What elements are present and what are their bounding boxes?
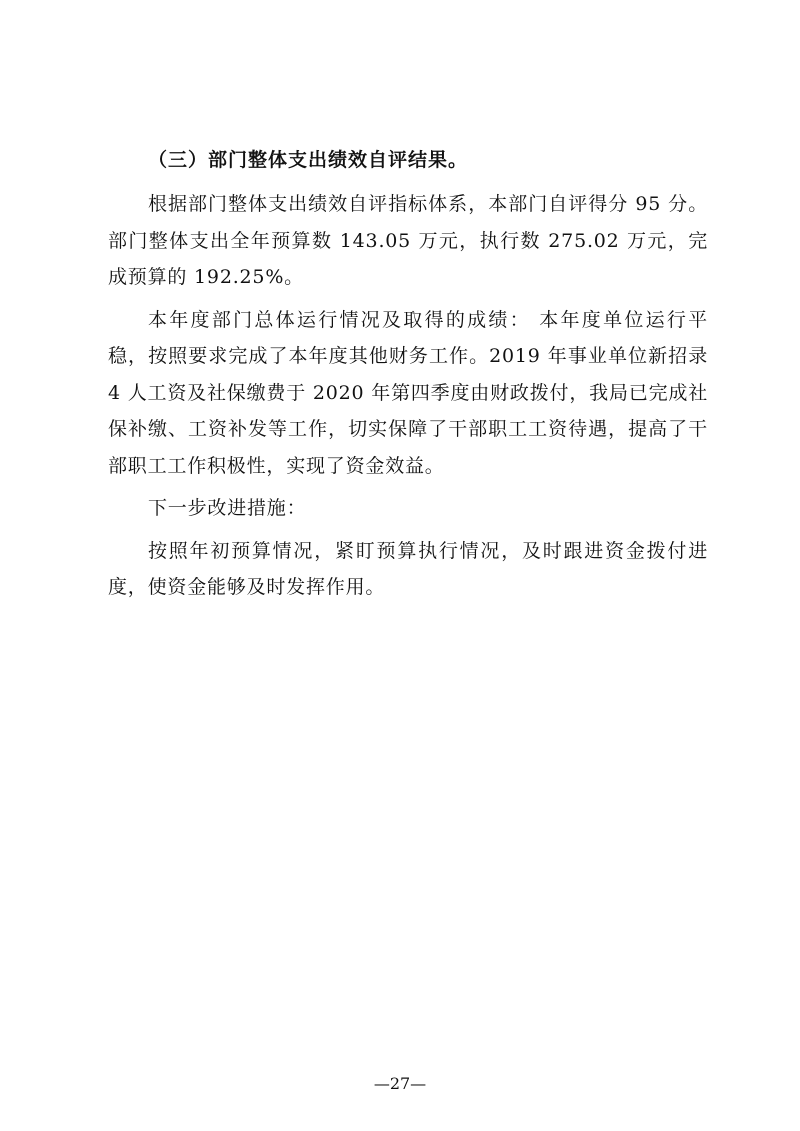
paragraph-score-summary: 根据部门整体支出绩效自评指标体系，本部门自评得分 95 分。部门整体支出全年预算数 143.05 万元，执行数 275.02 万元，完成预算的 192.25%。 [108, 193, 708, 288]
paragraph-annual-performance: 本年度部门总体运行情况及取得的成绩： 本年度单位运行平稳，按照要求完成了本年度其他财务工作。2019 年事业单位新招录 4 人工资及社保缴费于 2020 年第四季度由财政拨付，我局已完成社保补缴、工资补发等工作，切实保障了干部职工工资待遇，提高了干部职工工作积极性，实现了资金效益。 [108, 308, 708, 477]
paragraph-improvement-heading: 下一步改进措施： [148, 497, 307, 519]
page-number: —27— [373, 1074, 427, 1093]
section-heading: （三）部门整体支出绩效自评结果。 [148, 149, 469, 171]
paragraph-improvement-measures: 按照年初预算情况，紧盯预算执行情况，及时跟进资金拨付进度，使资金能够及时发挥作用。 [108, 539, 708, 598]
document-body [108, 142, 708, 612]
